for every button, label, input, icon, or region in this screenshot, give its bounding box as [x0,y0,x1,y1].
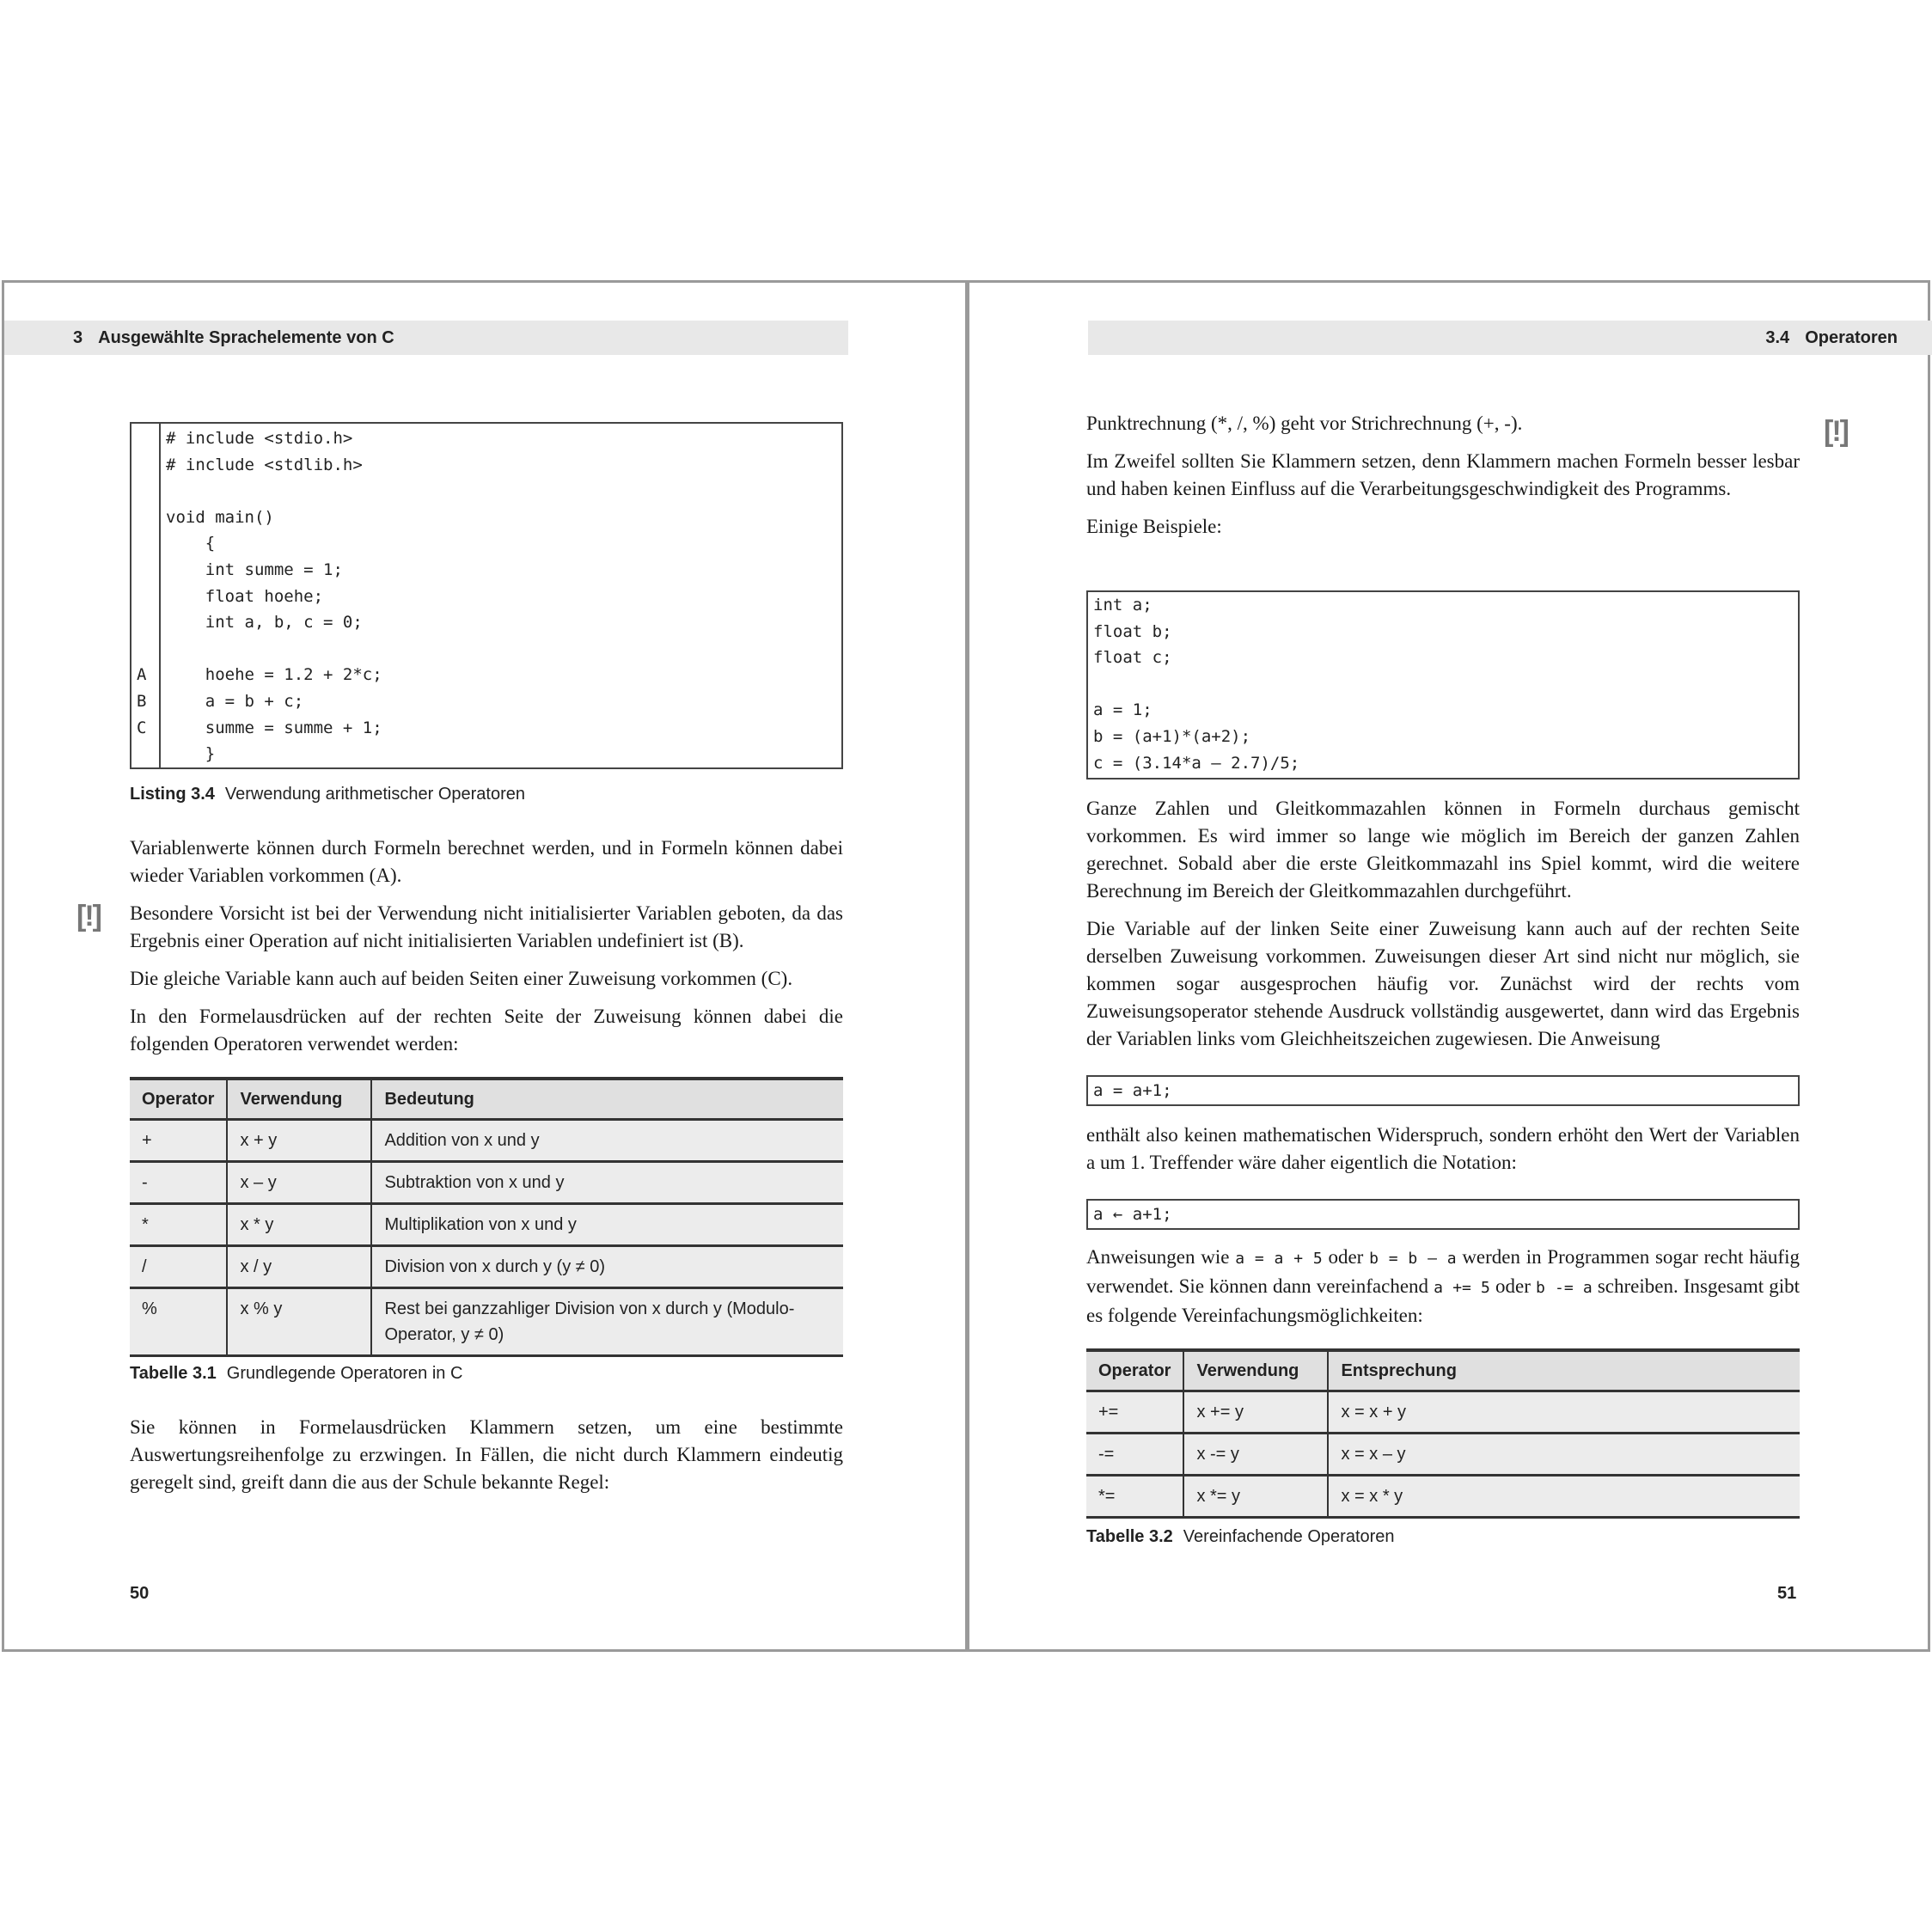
table-row [1086,1476,1800,1518]
line-marker [137,425,159,452]
text-run: oder [1322,1246,1370,1268]
left-page [2,280,968,1652]
text-run: schreiben. Insgesamt gibt es folgende Vereinfachungsmöglichkeiten: [1086,1275,1800,1326]
line-marker: C [137,718,147,737]
section-number: 3.4 [1765,328,1790,347]
code-line: c = (3.14*a – 2.7)/5; [1093,753,1300,773]
table-cell: / [130,1246,227,1288]
inline-code: b -= a [1536,1279,1593,1297]
table-row [130,1162,843,1204]
column-header: Entsprechung [1328,1350,1800,1391]
column-header: Operator [1086,1350,1183,1391]
code-line: float b; [1093,621,1172,641]
listing-marker-column [131,424,161,767]
table-caption-label: Tabelle 3.1 [130,1364,217,1383]
running-head [4,321,848,355]
table-cell: x % y [227,1288,371,1356]
assignment-code: a = a+1; [1093,1081,1172,1100]
table-cell: + [130,1120,227,1162]
table-cell: x = x + y [1328,1391,1800,1434]
table-cell: -= [1086,1434,1183,1476]
table-row [130,1120,843,1162]
table-cell: x *= y [1183,1476,1328,1518]
text-run: Anweisungen wie [1086,1246,1236,1268]
chapter-number: 3 [73,328,83,347]
line-marker: B [137,691,147,711]
table-caption-text: Vereinfachende Operatoren [1183,1527,1395,1546]
inline-code: a = a + 5 [1235,1250,1323,1268]
right-body-4 [1086,1244,1800,1340]
line-marker [137,584,159,610]
table-cell: x = x – y [1328,1434,1800,1476]
code-line: float hoehe; [166,586,324,606]
line-marker [137,609,159,636]
column-header: Verwendung [227,1079,371,1120]
table-cell: x – y [227,1162,371,1204]
assignment-code-box [1086,1075,1800,1106]
simplified-operators-table [1086,1348,1800,1519]
right-page [966,280,1930,1652]
table-cell: Rest bei ganzzahliger Division von x durch y (Modulo-Operator, y ≠ 0) [371,1288,843,1356]
code-line [166,478,382,504]
page-number: 50 [130,1584,150,1603]
code-line: int a; [1093,596,1152,614]
paragraph: Variablenwerte können durch Formeln berechnet werden, und in Formeln können dabei wieder Variablen vorkommen (A). [130,837,843,886]
code-line: summe = summe + 1; [166,718,382,737]
line-marker: A [137,665,147,685]
table-row [130,1204,843,1246]
paragraph-rule: Punktrechnung (*, /, %) geht vor Strichrechnung (+, -). [1086,413,1523,434]
code-line: a = b + c; [166,691,304,711]
line-marker [137,478,159,504]
table-cell: x += y [1183,1391,1328,1434]
listing-caption [130,785,525,804]
table-cell: - [130,1162,227,1204]
right-body [1086,410,1800,551]
table-row [130,1288,843,1356]
line-marker [137,741,159,767]
listing-caption-label: Listing 3.4 [130,785,215,804]
paragraph: Sie können in Formelausdrücken Klammern setzen, um eine bestimmte Auswertungsreihenfolge zu erzwingen. In Fällen, die nicht durch Klammern eindeutig geregelt sind, greift dann die aus der Schule bekannte Regel: [130,1416,843,1493]
paragraph: Im Zweifel sollten Sie Klammern setzen, denn Klammern machen Formeln besser lesbar und haben keinen Einfluss auf die Verarbeitungsgeschwindigkeit des Programms. [1086,450,1800,499]
paragraph: Ganze Zahlen und Gleitkommazahlen können in Formeln durchaus gemischt vorkommen. Es wird immer so lange wie möglich im Bereich der ganzen Zahlen gerechnet. Sobald aber die erste Gleitkommazahl ins Spiel kommt, wird die weitere Berechnung im Bereich der Gleitkommazahlen durchgeführt. [1086,798,1800,902]
paragraph: Einige Beispiele: [1086,516,1222,537]
code-line: b = (a+1)*(a+2); [1093,726,1251,746]
line-marker [137,452,159,479]
paragraph: enthält also keinen mathematischen Widerspruch, sondern erhöht den Wert der Variablen a um 1. Treffender wäre daher eigentlich die Notation: [1086,1124,1800,1173]
warning-icon: [!] [1824,415,1848,448]
table-row [1086,1434,1800,1476]
table-cell: % [130,1288,227,1356]
code-line: a = 1; [1093,700,1152,720]
paragraph [1086,1244,1800,1330]
inline-code: b = b – a [1369,1250,1457,1268]
chapter-title: Ausgewählte Sprachelemente von C [98,328,394,347]
line-marker [137,530,159,557]
text-run: oder [1489,1275,1536,1297]
paragraph: Die Variable auf der linken Seite einer Zuweisung kann auch auf der rechten Seite derselben Zuweisung vorkommen. Zuweisungen dieser Art sind nicht nur möglich, sie kommen sogar ausgesprochen häufig vor. Zunächst wird der rechts vom Zuweisungsoperator stehende Ausdruck vollständig ausgewertet, dann wird das Ergebnis der Variablen links vom Gleichheitszeichen zugewiesen. Die Anweisung [1086,918,1800,1049]
code-line: hoehe = 1.2 + 2*c; [166,665,382,685]
table-cell: x / y [227,1246,371,1288]
warning-icon: [!] [76,900,101,932]
table-cell: Addition von x und y [371,1120,843,1162]
paragraph: In den Formelausdrücken auf der rechten Seite der Zuweisung können dabei die folgenden Operatoren verwendet werden: [130,1006,843,1055]
code-line: int summe = 1; [166,559,343,579]
listing-code [166,425,382,767]
inline-code: a += 5 [1434,1279,1490,1297]
code-line: } [166,744,216,764]
table-cell: += [1086,1391,1183,1434]
text-run: werden in Programmen sogar recht häufig verwendet. Sie können dann vereinfachend [1086,1246,1800,1297]
example-code-box [1086,590,1800,780]
line-marker [137,557,159,584]
left-body-end [130,1414,843,1507]
code-line: # include <stdlib.h> [166,455,363,474]
code-line: int a, b, c = 0; [166,613,363,633]
table-cell: *= [1086,1476,1183,1518]
operators-table [130,1077,843,1357]
table-cell: Multiplikation von x und y [371,1204,843,1246]
code-line: { [166,534,216,553]
table-row [1086,1391,1800,1434]
table-cell: Subtraktion von x und y [371,1162,843,1204]
example-code [1093,592,1299,776]
column-header: Operator [130,1079,227,1120]
table-cell: * [130,1204,227,1246]
code-line: float c; [1093,648,1172,668]
line-marker [137,504,159,531]
paragraph: Die gleiche Variable kann auch auf beiden Seiten einer Zuweisung vorkommen (C). [130,968,793,989]
table-cell: x = x * y [1328,1476,1800,1518]
table-row [130,1246,843,1288]
table-cell: x + y [227,1120,371,1162]
page-number: 51 [1777,1584,1797,1603]
notation-code: a ← a+1; [1093,1205,1172,1224]
table-caption [1086,1527,1395,1547]
table-cell: x -= y [1183,1434,1328,1476]
section-title: Operatoren [1805,328,1898,347]
notation-code-box [1086,1199,1800,1230]
table-cell: x * y [227,1204,371,1246]
right-body-3 [1086,1122,1800,1187]
left-body [130,835,843,1068]
paragraph-warning: Besondere Vorsicht ist bei der Verwendung nicht initialisierter Variablen geboten, da das Ergebnis einer Operation auf nicht initialisierten Variablen undefiniert ist (B). [130,902,843,951]
table-caption-label: Tabelle 3.2 [1086,1527,1173,1546]
code-line [166,636,382,663]
right-body-2 [1086,795,1800,1063]
listing-caption-text: Verwendung arithmetischer Operatoren [224,785,525,804]
table-caption-text: Grundlegende Operatoren in C [226,1364,463,1383]
code-line: void main() [166,507,274,527]
column-header: Verwendung [1183,1350,1328,1391]
code-line [1093,671,1299,698]
table-caption [130,1364,462,1384]
column-header: Bedeutung [371,1079,843,1120]
listing-box [130,422,843,769]
table-cell: Division von x durch y (y ≠ 0) [371,1246,843,1288]
line-marker [137,636,159,663]
code-line: # include <stdio.h> [166,429,353,448]
running-head [1088,321,1932,355]
